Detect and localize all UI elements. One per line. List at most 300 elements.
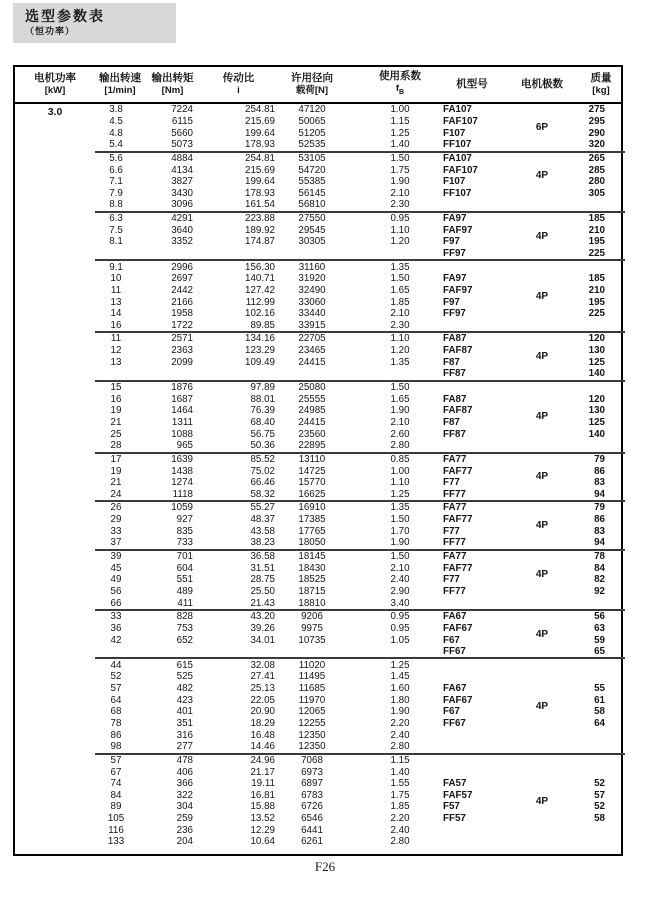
header-ratio-symbol: i [237,85,240,96]
cell-speed: 33 [110,611,122,623]
header-service-factor-label: 使用系数 [379,70,421,83]
cell-torque: 1464 [171,405,193,417]
header-radial-load [277,67,347,102]
cell-weight: 120 [588,333,605,345]
cell-model: FF87 [443,368,466,380]
cell-load: 6546 [301,813,323,825]
cell-fb: 1.05 [390,634,410,646]
cell-load: 25080 [298,382,326,394]
page-title: 选型参数表 [25,8,105,24]
cell-speed: 67 [110,766,122,778]
cell-load: 16625 [298,488,326,500]
cell-torque: 411 [177,597,193,609]
cell-ratio: 199.64 [245,127,275,139]
table-row [95,659,625,671]
cell-weight: 290 [588,127,605,139]
cell-model: FAF77 [443,514,473,526]
cell-speed: 24 [110,488,122,500]
cell-model: FA87 [443,333,467,345]
cell-speed: 14 [110,308,122,320]
cell-weight: 185 [588,273,605,285]
pole-count-label: 4P [535,795,549,807]
cell-load: 12065 [298,706,326,718]
header-motor-power-unit: [kW] [44,85,66,96]
cell-fb: 0.85 [390,453,410,465]
cell-torque: 204 [176,836,193,848]
cell-ratio: 16.81 [250,789,275,801]
cell-ratio: 36.58 [250,551,275,563]
header-motor-poles-label: 电机极数 [521,78,563,90]
pole-count-label: 4P [535,471,549,483]
cell-model: FAF67 [443,694,473,706]
cell-fb: 1.35 [390,261,410,273]
row-group [95,452,625,501]
cell-speed: 11 [110,333,122,345]
cell-fb: 1.50 [390,152,410,164]
pole-count-label: 4P [535,568,549,580]
cell-weight: 185 [588,213,605,225]
cell-weight: 140 [588,428,605,440]
cell-ratio: 215.69 [245,115,275,127]
cell-load: 17765 [298,525,326,537]
cell-model: FA107 [443,104,472,116]
cell-speed: 26 [110,502,122,514]
cell-ratio: 21.43 [250,597,275,609]
cell-speed: 12 [110,345,122,357]
row-group [95,151,625,211]
cell-speed: 86 [110,729,122,741]
cell-ratio: 27.41 [250,671,275,683]
cell-weight: 57 [594,789,605,801]
cell-ratio: 76.39 [250,405,275,417]
cell-torque: 406 [176,766,193,778]
cell-ratio: 38.23 [250,537,275,549]
cell-speed: 45 [110,562,122,574]
cell-torque: 4884 [171,152,193,164]
cell-load: 7068 [301,754,323,766]
cell-load: 6973 [301,766,323,778]
motor-power-value: 3.0 [47,106,63,118]
cell-weight: 58 [594,706,605,718]
header-ratio [200,67,277,102]
cell-fb: 1.40 [390,766,410,778]
cell-speed: 74 [110,778,122,790]
cell-load: 18050 [298,537,326,549]
cell-model: F77 [443,574,460,586]
cell-ratio: 178.93 [245,139,275,151]
header-weight [577,67,625,102]
table-body [15,104,621,854]
cell-model: F87 [443,356,460,368]
cell-speed: 78 [110,717,122,729]
cell-weight: 195 [588,236,605,248]
header-service-factor [347,67,437,102]
cell-torque: 478 [176,754,193,766]
cell-model: FF57 [443,813,466,825]
row-group [95,609,625,658]
cell-load: 54720 [298,164,326,176]
cell-torque: 2697 [171,273,193,285]
cell-torque: 2571 [171,333,193,345]
header-output-speed-label: 输出转速 [99,72,141,84]
cell-model: FA67 [443,611,467,623]
row-group [95,331,625,380]
cell-fb: 2.10 [390,308,410,320]
row-group [95,549,625,609]
cell-speed: 10 [110,273,122,285]
cell-speed: 17 [110,453,122,465]
cell-torque: 6115 [171,115,193,127]
cell-load: 16910 [298,502,326,514]
cell-ratio: 39.26 [250,622,275,634]
cell-ratio: 12.29 [250,824,275,836]
cell-speed: 13 [110,356,122,368]
cell-fb: 1.85 [390,296,410,308]
page-number: F26 [314,859,336,874]
cell-torque: 753 [176,622,193,634]
cell-ratio: 55.27 [250,502,275,514]
cell-speed: 6.6 [109,164,123,176]
cell-model: FAF107 [443,115,478,127]
pole-count-label: 6P [535,121,549,133]
cell-load: 47120 [298,104,326,116]
cell-fb: 0.95 [390,611,410,623]
header-weight-unit: [kg] [592,85,610,96]
cell-speed: 52 [110,671,122,683]
pole-count-label: 4P [535,519,549,531]
cell-torque: 1687 [171,393,193,405]
cell-torque: 7224 [171,104,193,116]
pole-count-label: 4P [535,290,549,302]
cell-load: 51205 [298,127,326,139]
cell-load: 25555 [298,393,326,405]
cell-model: FF77 [443,537,466,549]
cell-speed: 11 [110,284,122,296]
cell-torque: 733 [176,537,193,549]
cell-torque: 965 [176,440,193,452]
cell-speed: 7.1 [109,176,123,188]
cell-fb: 2.10 [390,416,410,428]
cell-weight: 225 [588,308,605,320]
cell-torque: 351 [176,717,193,729]
cell-fb: 0.95 [390,213,410,225]
cell-fb: 1.10 [390,477,410,489]
cell-speed: 16 [110,393,122,405]
cell-model: FAF97 [443,224,473,236]
cell-fb: 1.70 [390,525,410,537]
cell-weight: 265 [588,152,605,164]
header-radial-load-label: 许用径向 [291,72,333,84]
cell-load: 15770 [298,477,326,489]
cell-fb: 3.40 [390,597,410,609]
cell-model: F77 [443,477,460,489]
cell-weight: 295 [588,115,605,127]
cell-model: FA77 [443,453,467,465]
cell-weight: 94 [594,537,605,549]
cell-model: F57 [443,801,460,813]
cell-fb: 1.35 [390,356,410,368]
cell-ratio: 10.64 [250,836,275,848]
cell-speed: 44 [110,659,122,671]
cell-model: F97 [443,296,460,308]
cell-fb: 1.35 [390,502,410,514]
cell-fb: 2.80 [390,836,410,848]
cell-weight: 55 [594,683,605,695]
row-group [95,500,625,549]
row-group [95,657,625,752]
cell-ratio: 88.01 [250,393,275,405]
page-subtitle: （恒功率） [25,26,76,36]
cell-load: 11970 [298,694,326,706]
cell-weight: 210 [588,284,605,296]
cell-load: 50065 [298,115,326,127]
cell-model: F87 [443,416,460,428]
cell-ratio: 127.42 [245,284,275,296]
cell-load: 23560 [298,428,326,440]
cell-torque: 423 [176,694,193,706]
cell-fb: 2.80 [390,440,410,452]
cell-weight: 280 [588,176,605,188]
cell-speed: 39 [110,551,122,563]
cell-fb: 1.85 [390,801,410,813]
cell-model: F67 [443,634,460,646]
cell-speed: 5.4 [109,139,123,151]
cell-ratio: 66.46 [250,477,275,489]
cell-load: 30305 [298,236,326,248]
cell-model: F77 [443,525,460,537]
row-group [95,259,625,331]
cell-load: 31160 [298,261,326,273]
cell-model: FA77 [443,551,467,563]
cell-torque: 2166 [171,296,193,308]
pole-count-label: 4P [535,170,549,182]
cell-fb: 2.20 [390,717,410,729]
pole-count-label: 4P [535,350,549,362]
cell-load: 29545 [298,224,326,236]
cell-weight: 79 [594,453,605,465]
cell-torque: 5660 [171,127,193,139]
cell-model: FA57 [443,778,467,790]
cell-ratio: 25.50 [250,585,275,597]
cell-speed: 19 [110,405,122,417]
cell-fb: 1.50 [390,514,410,526]
cell-torque: 2363 [171,345,193,357]
cell-torque: 277 [176,741,193,753]
cell-model: FAF87 [443,345,473,357]
cell-fb: 1.80 [390,694,410,706]
cell-weight: 59 [594,634,605,646]
cell-weight: 125 [588,356,605,368]
cell-speed: 36 [110,622,122,634]
cell-weight: 56 [594,611,605,623]
cell-torque: 304 [176,801,193,813]
cell-ratio: 20.90 [250,706,275,718]
pole-count-label: 4P [535,628,549,640]
cell-ratio: 34.01 [250,634,275,646]
cell-speed: 64 [110,694,122,706]
cell-torque: 828 [176,611,193,623]
cell-model: F97 [443,236,460,248]
cell-torque: 489 [176,585,193,597]
cell-torque: 1274 [171,477,193,489]
cell-ratio: 97.89 [250,382,275,394]
cell-torque: 835 [176,525,193,537]
cell-torque: 604 [176,562,193,574]
table-header-row [15,67,621,104]
cell-fb: 2.30 [390,319,410,331]
cell-speed: 13 [110,296,122,308]
cell-load: 32490 [298,284,326,296]
cell-speed: 16 [110,319,122,331]
cell-ratio: 56.75 [250,428,275,440]
cell-torque: 3640 [171,224,193,236]
cell-ratio: 178.93 [245,187,275,199]
cell-model: FF77 [443,488,466,500]
cell-load: 56145 [298,187,326,199]
cell-ratio: 123.29 [245,345,275,357]
cell-load: 56810 [298,199,326,211]
cell-weight: 78 [594,551,605,563]
cell-speed: 42 [110,634,122,646]
cell-fb: 0.95 [390,622,410,634]
cell-load: 6441 [301,824,323,836]
cell-ratio: 25.13 [250,683,275,695]
cell-fb: 1.20 [390,236,410,248]
cell-model: FAF97 [443,284,473,296]
cell-load: 33915 [298,319,326,331]
cell-fb: 2.80 [390,741,410,753]
cell-torque: 1311 [171,416,193,428]
cell-torque: 525 [176,671,193,683]
cell-load: 9206 [301,611,323,623]
cell-weight: 83 [594,477,605,489]
table-row [95,199,625,211]
table-row [95,741,625,753]
cell-load: 18810 [298,597,326,609]
cell-speed: 9.1 [109,261,123,273]
cell-model: FA97 [443,273,467,285]
cell-ratio: 215.69 [245,164,275,176]
cell-load: 27550 [298,213,326,225]
cell-weight: 64 [594,717,605,729]
header-ratio-label: 传动比 [222,72,255,84]
cell-model: FF107 [443,139,472,151]
cell-speed: 89 [110,801,122,813]
cell-load: 12350 [298,741,326,753]
cell-load: 18525 [298,574,326,586]
cell-weight: 84 [594,562,605,574]
cell-weight: 94 [594,488,605,500]
cell-torque: 401 [176,706,193,718]
cell-weight: 65 [594,646,605,658]
title-block [13,3,176,43]
cell-fb: 1.10 [390,224,410,236]
cell-load: 14725 [298,465,326,477]
cell-fb: 2.40 [390,824,410,836]
cell-torque: 2442 [171,284,193,296]
cell-fb: 1.65 [390,393,410,405]
cell-fb: 1.00 [390,104,410,116]
cell-load: 24415 [298,416,326,428]
cell-ratio: 43.20 [250,611,275,623]
cell-ratio: 189.92 [245,224,275,236]
header-motor-power-label: 电机功率 [34,72,76,84]
cell-weight: 195 [588,296,605,308]
cell-speed: 29 [110,514,122,526]
cell-torque: 5073 [171,139,193,151]
cell-load: 9975 [301,622,323,634]
cell-torque: 3430 [171,187,193,199]
cell-fb: 2.40 [390,729,410,741]
cell-load: 31920 [298,273,326,285]
cell-speed: 4.5 [109,115,123,127]
cell-model: FA97 [443,213,467,225]
cell-ratio: 68.40 [250,416,275,428]
cell-ratio: 24.96 [250,754,275,766]
cell-load: 6261 [301,836,323,848]
cell-fb: 1.60 [390,683,410,695]
cell-fb: 2.20 [390,813,410,825]
cell-torque: 1876 [171,382,193,394]
cell-ratio: 21.17 [250,766,275,778]
cell-model: FAF77 [443,562,473,574]
cell-fb: 1.90 [390,706,410,718]
pole-count-label: 4P [535,411,549,423]
table-row [95,261,625,273]
cell-torque: 927 [176,514,193,526]
cell-speed: 8.1 [109,236,123,248]
cell-fb: 1.90 [390,405,410,417]
cell-ratio: 89.85 [250,319,275,331]
cell-fb: 1.50 [390,382,410,394]
header-output-torque [145,67,200,102]
cell-load: 24985 [298,405,326,417]
cell-model: FAF87 [443,405,473,417]
cell-torque: 482 [176,683,193,695]
cell-speed: 19 [110,465,122,477]
cell-weight: 82 [594,574,605,586]
cell-torque: 652 [176,634,193,646]
cell-load: 22895 [298,440,326,452]
row-group [95,753,625,848]
cell-speed: 28 [110,440,122,452]
table-row [95,836,625,848]
cell-speed: 37 [110,537,122,549]
cell-torque: 3352 [171,236,193,248]
cell-torque: 1118 [172,488,193,500]
cell-speed: 6.3 [109,213,123,225]
table-row [95,320,625,332]
cell-load: 12255 [298,717,326,729]
cell-ratio: 31.51 [250,562,275,574]
cell-weight: 140 [588,368,605,380]
cell-speed: 98 [110,741,122,753]
table-row [95,766,625,778]
cell-model: F67 [443,706,460,718]
cell-speed: 57 [110,683,122,695]
cell-torque: 1639 [171,453,193,465]
cell-torque: 366 [176,778,193,790]
cell-load: 17385 [298,514,326,526]
header-output-speed-unit: [1/min] [104,85,136,96]
cell-model: FF67 [443,646,466,658]
pole-count-label: 4P [535,230,549,242]
cell-speed: 8.8 [109,199,123,211]
cell-speed: 116 [108,824,124,836]
cell-weight: 320 [588,139,605,151]
header-output-torque-unit: [Nm] [161,85,184,96]
cell-ratio: 254.81 [245,104,275,116]
